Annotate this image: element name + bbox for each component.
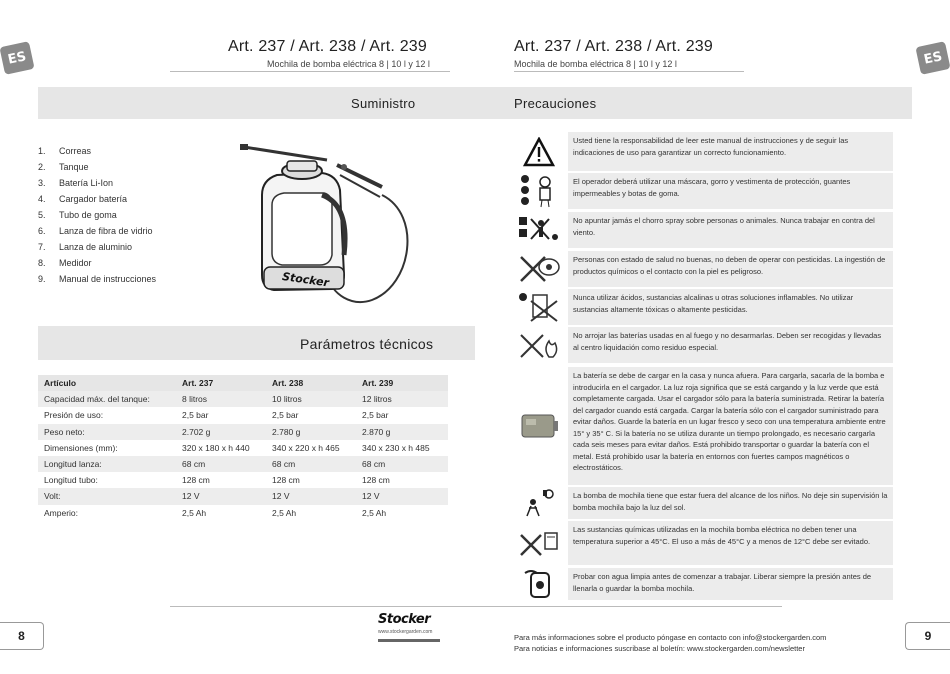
backpack-sprayer-illustration xyxy=(232,135,482,315)
footer-line-1: Para más informaciones sobre el producto póngase en contacto con info@stockergarden.com xyxy=(514,633,827,642)
list-item: 4. Cargador batería xyxy=(38,194,128,204)
table-row: Longitud tubo: 128 cm 128 cm 128 cm xyxy=(44,475,390,486)
table-row: Presión de uso: 2,5 bar 2,5 bar 2,5 bar xyxy=(44,410,389,421)
list-item: 7. Lanza de aluminio xyxy=(38,242,133,252)
table-row: Amperio: 2,5 Ah 2,5 Ah 2,5 Ah xyxy=(44,507,387,518)
right-article-title: Art. 237 / Art. 238 / Art. 239 xyxy=(514,38,713,55)
health-warning-icon xyxy=(510,251,568,287)
no-spray-people-icon xyxy=(510,212,568,248)
precaution-row: No apuntar jamás el chorro spray sobre personas o animales. Nunca trabajar en contra del viento. xyxy=(510,212,893,248)
brand-logo-text: Stocker xyxy=(378,612,431,627)
precaution-row: El operador deberá utilizar una máscara, gorro y vestimenta de protección, guantes impermeables y botas de goma. xyxy=(510,173,893,209)
precaution-row: No arrojar las baterías usadas en al fuego y no desarmarlas. Deben ser recogidas y llevadas al centro liquidación como residuo especial. xyxy=(510,327,893,363)
no-fire-battery-icon xyxy=(510,327,568,363)
supply-list xyxy=(38,143,156,287)
precautions-title: Precauciones xyxy=(514,96,597,111)
list-item: 8. Medidor xyxy=(38,258,92,268)
table-row: Longitud lanza: 68 cm 68 cm 68 cm xyxy=(38,456,448,472)
language-badge-right: ES xyxy=(915,41,950,75)
precaution-row: La batería se debe de cargar en la casa y nunca afuera. Para cargarla, sacarla de la bomba e introducirla en el cargador. La luz roja significa que se está cargando y la luz verde que está completamente cargada. Usar el cargador sólo para la batería suministrada. Retirar la batería del cargador cuando está cargada. Cargar la batería sólo con el cargador suministrado para evitar daños. Guarde la batería en un lugar fresco y seco con una temperatura ambiente entre 15° y 35° C. Si la batería no se utiliza durante un tiempo prolongado, es necesario cargarla cada seis meses para evitar daños. Está prohibido transportar o guardar la batería con el metal. Está prohibido usar la batería en entornos con fuertes campos magnéticos o electrostáticos. xyxy=(510,367,893,485)
precaution-row: Personas con estado de salud no buenas, no deben de operar con pesticidas. La ingestión de productos químicos o el contacto con la piel es peligroso. xyxy=(510,251,893,287)
list-item: 5. Tubo de goma xyxy=(38,210,117,220)
precaution-row: La bomba de mochila tiene que estar fuera del alcance de los niños. No deje sin supervisión la bomba mochila bajo la luz del sol. xyxy=(510,487,893,519)
right-article-subtitle: Mochila de bomba eléctrica 8 | 10 l y 12 l xyxy=(514,59,677,69)
left-article-subtitle: Mochila de bomba eléctrica 8 | 10 l y 12 l xyxy=(267,59,430,69)
tank-brand-label: Stocker xyxy=(281,270,330,290)
language-badge-left: ES xyxy=(0,41,35,75)
table-row: Peso neto: 2.702 g 2.780 g 2.870 g xyxy=(38,424,448,440)
footer-rule xyxy=(170,606,782,607)
table-row: Volt: 12 V 12 V 12 V xyxy=(38,488,448,504)
footer-line-2: Para noticias e informaciones suscribase al boletín: www.stockergarden.com/newsletter xyxy=(514,644,805,653)
list-item: 6. Lanza de fibra de vidrio xyxy=(38,226,153,236)
table-row: Dimensiones (mm): 320 x 180 x h 440 340 x 220 x h 465 340 x 230 x h 485 xyxy=(44,442,430,453)
section-header-band xyxy=(38,87,912,119)
battery-icon xyxy=(510,367,568,485)
params-title: Parámetros técnicos xyxy=(300,336,434,352)
no-acids-icon xyxy=(510,289,568,325)
page-number-left: 8 xyxy=(0,622,44,650)
warning-icon xyxy=(510,132,568,171)
precaution-row: Usted tiene la responsabilidad de leer este manual de instrucciones y de seguir las indicaciones de uso para garantizar un correcto funcionamiento. xyxy=(510,132,893,171)
page-number-right: 9 xyxy=(905,622,950,650)
left-header-rule xyxy=(170,71,450,72)
list-item: 9. Manual de instrucciones xyxy=(38,274,157,284)
brand-bar xyxy=(378,639,440,642)
list-item: 1. Correas xyxy=(38,146,92,156)
right-header-rule xyxy=(514,71,744,72)
list-item: 3. Batería Li-Ion xyxy=(38,178,114,188)
table-header-row: Artículo Art. 237 Art. 238 Art. 239 xyxy=(38,375,448,391)
left-article-title: Art. 237 / Art. 238 / Art. 239 xyxy=(228,38,427,55)
temperature-icon xyxy=(510,521,568,565)
keep-children-away-icon xyxy=(510,487,568,519)
precaution-row: Probar con agua limpia antes de comenzar a trabajar. Liberar siempre la presión antes de llenarla o guardar la bomba mochila. xyxy=(510,568,893,600)
protective-gear-icon xyxy=(510,173,568,209)
precaution-row: Nunca utilizar ácidos, sustancias alcalinas u otras soluciones inflamables. No utilizar sustancias altamente tóxicas o altamente pesticidas. xyxy=(510,289,893,325)
spec-table xyxy=(38,375,448,521)
supply-title: Suministro xyxy=(351,96,416,111)
brand-logo xyxy=(378,612,442,652)
precaution-row: Las sustancias químicas utilizadas en la mochila bomba eléctrica no deben tener una temperatura superior a 45°C. El uso a más de 45°C y a menos de 12°C debe ser evitado. xyxy=(510,521,893,565)
water-test-icon xyxy=(510,568,568,600)
footer-contact xyxy=(514,632,826,654)
brand-url: www.stockergarden.com xyxy=(378,629,433,635)
table-row: Capacidad máx. del tanque: 8 litros 10 litros 12 litros xyxy=(38,391,448,407)
list-item: 2. Tanque xyxy=(38,162,89,172)
